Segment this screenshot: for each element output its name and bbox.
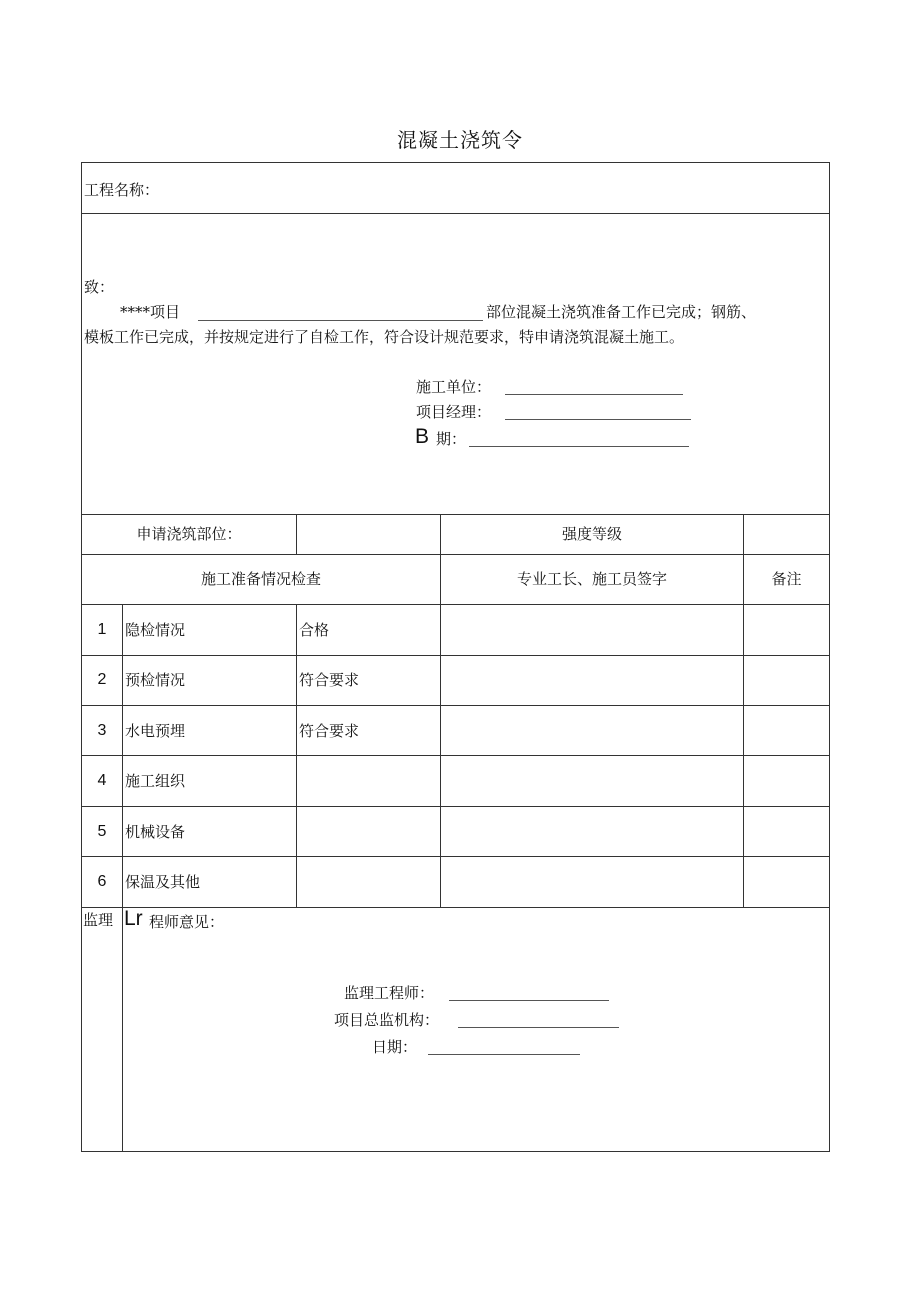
- check-status: 符合要求: [299, 671, 360, 689]
- check-item: 预检情况: [125, 671, 186, 689]
- request-line1: 部位混凝土浇筑准备工作已完成；钢筋、: [486, 303, 757, 321]
- check-status: 符合要求: [299, 722, 360, 740]
- request-line2: 模板工作已完成，并按规定进行了自检工作，符合设计规范要求，特申请浇筑混凝土施工。: [84, 328, 685, 346]
- contractor-label: 施工单位：: [416, 378, 492, 396]
- col-divider: [296, 604, 297, 907]
- col-divider: [296, 514, 297, 554]
- check-item: 施工组织: [125, 772, 186, 790]
- org-blank: [458, 1027, 619, 1028]
- row-number: 1: [97, 621, 107, 638]
- location-blank: [198, 320, 483, 321]
- project-name-label: 工程名称：: [84, 181, 160, 199]
- col-divider: [122, 604, 123, 1151]
- row-divider: [82, 705, 829, 706]
- date-blank: [469, 446, 689, 447]
- check-item: 机械设备: [125, 823, 186, 841]
- page-title: 混凝土浇筑令: [397, 128, 523, 152]
- row-divider: [82, 604, 829, 605]
- date-label: 期：: [436, 430, 467, 448]
- strength-label: 强度等级: [561, 525, 622, 543]
- row-divider: [82, 514, 829, 515]
- engineer-blank: [449, 1000, 609, 1001]
- remark-header-label: 备注: [771, 570, 802, 588]
- supervision-side-label: 监理: [83, 911, 114, 929]
- row-number: 3: [97, 722, 107, 739]
- row-number: 2: [97, 671, 107, 688]
- date-letter: B: [415, 425, 430, 448]
- row-number: 6: [97, 873, 107, 890]
- manager-blank: [505, 419, 691, 420]
- row-divider: [82, 856, 829, 857]
- check-item: 水电预埋: [125, 722, 186, 740]
- project-prefix: ****项目: [120, 303, 181, 321]
- row-divider: [82, 655, 829, 656]
- engineer-label: 监理工程师：: [344, 984, 435, 1002]
- opinion-label: 程师意见：: [149, 913, 225, 931]
- row-number: 4: [97, 772, 107, 789]
- pour-location-label: 申请浇筑部位：: [136, 525, 242, 543]
- check-item: 保温及其他: [125, 873, 201, 891]
- contractor-blank: [505, 394, 683, 395]
- row-divider: [82, 213, 829, 214]
- check-header-label: 施工准备情况检查: [200, 570, 321, 588]
- org-label: 项目总监机构：: [334, 1011, 440, 1029]
- supervision-date-label: 日期：: [372, 1038, 418, 1056]
- to-label: 致：: [84, 278, 115, 296]
- row-divider: [82, 554, 829, 555]
- row-divider: [82, 755, 829, 756]
- opinion-letters: Lr: [124, 907, 143, 930]
- form-table: [81, 162, 830, 1152]
- row-divider: [82, 907, 829, 908]
- row-divider: [82, 806, 829, 807]
- row-number: 5: [97, 823, 107, 840]
- check-status: 合格: [299, 621, 330, 639]
- manager-label: 项目经理：: [416, 403, 492, 421]
- check-item: 隐检情况: [125, 621, 186, 639]
- supervision-date-blank: [428, 1054, 580, 1055]
- sign-header-label: 专业工长、施工员签字: [516, 570, 667, 588]
